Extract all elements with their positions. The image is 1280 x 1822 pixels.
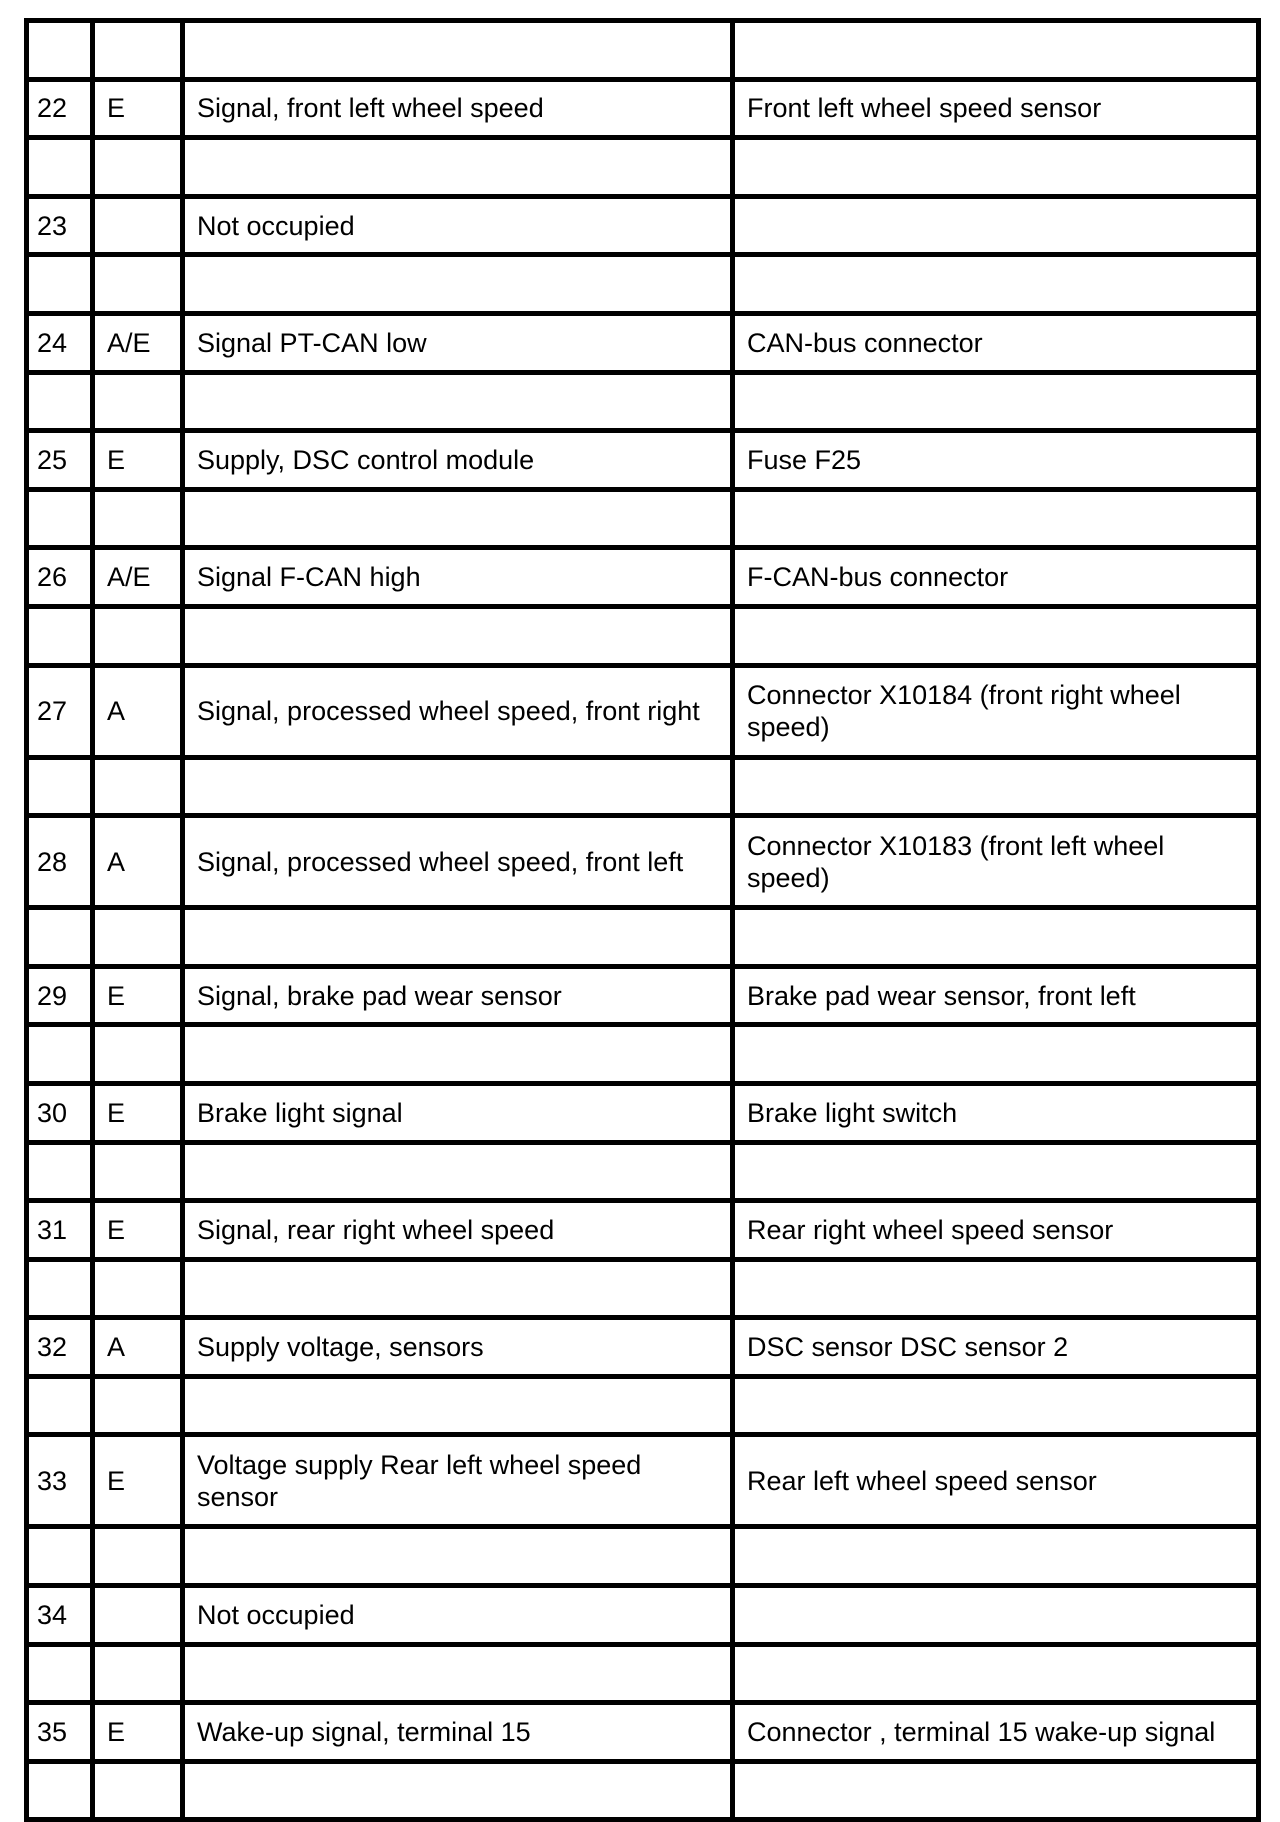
signal-type-cell: E (93, 1201, 183, 1260)
connection-cell (733, 255, 1259, 314)
function-cell: Not occupied (183, 196, 733, 255)
signal-type-cell: A (93, 665, 183, 757)
function-cell: Signal, front left wheel speed (183, 79, 733, 138)
signal-type-cell (93, 1586, 183, 1645)
connection-cell (733, 1586, 1259, 1645)
function-cell (183, 1259, 733, 1318)
connection-cell: Fuse F25 (733, 431, 1259, 490)
signal-type-cell (93, 1376, 183, 1435)
pin-number-cell: 25 (27, 431, 93, 490)
signal-type-cell: A (93, 816, 183, 908)
pin-number-cell (27, 1761, 93, 1820)
connection-cell: Rear left wheel speed sensor (733, 1435, 1259, 1527)
pin-number-cell: 35 (27, 1703, 93, 1762)
signal-type-cell (93, 489, 183, 548)
pin-number-cell (27, 372, 93, 431)
signal-type-cell (93, 372, 183, 431)
signal-type-cell: A (93, 1318, 183, 1377)
pin-number-cell: 28 (27, 816, 93, 908)
connection-cell (733, 21, 1259, 80)
function-cell (183, 1025, 733, 1084)
spacer-row (27, 1025, 1259, 1084)
function-cell (183, 1644, 733, 1703)
function-cell: Signal F-CAN high (183, 548, 733, 607)
connection-cell (733, 1376, 1259, 1435)
function-cell (183, 21, 733, 80)
signal-type-cell (93, 757, 183, 816)
pin-number-cell (27, 21, 93, 80)
pin-assignment-table (24, 18, 1261, 1822)
connection-cell: Connector X10184 (front right wheel speed) (733, 665, 1259, 757)
function-cell (183, 1376, 733, 1435)
table-row (27, 1201, 1259, 1260)
connection-cell (733, 138, 1259, 197)
signal-type-cell (93, 1527, 183, 1586)
pin-number-cell: 32 (27, 1318, 93, 1377)
pin-number-cell (27, 255, 93, 314)
pin-number-cell (27, 1259, 93, 1318)
table-row (27, 1318, 1259, 1377)
spacer-row (27, 1761, 1259, 1820)
connection-cell (733, 196, 1259, 255)
function-cell (183, 1527, 733, 1586)
signal-type-cell (93, 138, 183, 197)
spacer-row (27, 606, 1259, 665)
connection-cell (733, 1761, 1259, 1820)
pin-number-cell (27, 606, 93, 665)
table-row (27, 196, 1259, 255)
pin-number-cell (27, 138, 93, 197)
function-cell: Signal PT-CAN low (183, 313, 733, 372)
connection-cell: F-CAN-bus connector (733, 548, 1259, 607)
pin-number-cell (27, 1142, 93, 1201)
function-cell: Supply voltage, sensors (183, 1318, 733, 1377)
signal-type-cell (93, 1644, 183, 1703)
function-cell: Brake light signal (183, 1083, 733, 1142)
pin-number-cell: 30 (27, 1083, 93, 1142)
pin-number-cell (27, 1025, 93, 1084)
connection-cell (733, 1644, 1259, 1703)
table-row (27, 431, 1259, 490)
function-cell (183, 372, 733, 431)
table-row (27, 1435, 1259, 1527)
signal-type-cell: E (93, 1083, 183, 1142)
signal-type-cell (93, 606, 183, 665)
table-row (27, 665, 1259, 757)
spacer-row (27, 372, 1259, 431)
function-cell (183, 255, 733, 314)
connection-cell (733, 757, 1259, 816)
spacer-row (27, 908, 1259, 967)
spacer-row (27, 255, 1259, 314)
table-row (27, 966, 1259, 1025)
pin-number-cell: 26 (27, 548, 93, 607)
function-cell (183, 606, 733, 665)
table-row (27, 816, 1259, 908)
pin-number-cell (27, 757, 93, 816)
signal-type-cell: E (93, 431, 183, 490)
pin-number-cell (27, 1644, 93, 1703)
connection-cell (733, 489, 1259, 548)
pin-number-cell: 27 (27, 665, 93, 757)
connection-cell: DSC sensor DSC sensor 2 (733, 1318, 1259, 1377)
signal-type-cell (93, 1761, 183, 1820)
signal-type-cell: A/E (93, 313, 183, 372)
connection-cell (733, 1142, 1259, 1201)
table-row (27, 79, 1259, 138)
table-row (27, 1703, 1259, 1762)
spacer-row (27, 1644, 1259, 1703)
connection-cell (733, 1025, 1259, 1084)
function-cell (183, 908, 733, 967)
pin-number-cell (27, 1376, 93, 1435)
function-cell: Signal, processed wheel speed, front left (183, 816, 733, 908)
connection-cell (733, 372, 1259, 431)
pin-number-cell: 29 (27, 966, 93, 1025)
signal-type-cell (93, 908, 183, 967)
connection-cell (733, 1259, 1259, 1318)
signal-type-cell (93, 255, 183, 314)
pin-number-cell: 34 (27, 1586, 93, 1645)
function-cell: Supply, DSC control module (183, 431, 733, 490)
spacer-row (27, 21, 1259, 80)
signal-type-cell: E (93, 1435, 183, 1527)
pin-number-cell: 24 (27, 313, 93, 372)
pin-number-cell: 23 (27, 196, 93, 255)
function-cell (183, 757, 733, 816)
pin-number-cell: 31 (27, 1201, 93, 1260)
table-row (27, 548, 1259, 607)
pin-number-cell: 22 (27, 79, 93, 138)
connection-cell (733, 1527, 1259, 1586)
connection-cell: Front left wheel speed sensor (733, 79, 1259, 138)
function-cell: Wake-up signal, terminal 15 (183, 1703, 733, 1762)
table-row (27, 1586, 1259, 1645)
spacer-row (27, 1142, 1259, 1201)
signal-type-cell (93, 1025, 183, 1084)
connection-cell: CAN-bus connector (733, 313, 1259, 372)
function-cell: Not occupied (183, 1586, 733, 1645)
pin-number-cell (27, 489, 93, 548)
spacer-row (27, 757, 1259, 816)
function-cell: Signal, rear right wheel speed (183, 1201, 733, 1260)
connection-cell: Connector X10183 (front left wheel speed) (733, 816, 1259, 908)
connection-cell: Brake pad wear sensor, front left (733, 966, 1259, 1025)
table-row (27, 313, 1259, 372)
spacer-row (27, 1527, 1259, 1586)
connection-cell (733, 606, 1259, 665)
signal-type-cell: A/E (93, 548, 183, 607)
function-cell (183, 1142, 733, 1201)
signal-type-cell (93, 21, 183, 80)
signal-type-cell: E (93, 1703, 183, 1762)
spacer-row (27, 489, 1259, 548)
function-cell (183, 138, 733, 197)
signal-type-cell (93, 1142, 183, 1201)
function-cell: Signal, processed wheel speed, front right (183, 665, 733, 757)
spacer-row (27, 1259, 1259, 1318)
spacer-row (27, 138, 1259, 197)
connection-cell: Rear right wheel speed sensor (733, 1201, 1259, 1260)
pin-assignment-table-body (27, 21, 1259, 1820)
pin-number-cell (27, 908, 93, 967)
connection-cell: Brake light switch (733, 1083, 1259, 1142)
pin-number-cell: 33 (27, 1435, 93, 1527)
connection-cell (733, 908, 1259, 967)
function-cell (183, 489, 733, 548)
spacer-row (27, 1376, 1259, 1435)
pin-number-cell (27, 1527, 93, 1586)
signal-type-cell (93, 1259, 183, 1318)
function-cell: Voltage supply Rear left wheel speed sensor (183, 1435, 733, 1527)
table-row (27, 1083, 1259, 1142)
connection-cell: Connector , terminal 15 wake-up signal (733, 1703, 1259, 1762)
signal-type-cell: E (93, 966, 183, 1025)
function-cell (183, 1761, 733, 1820)
function-cell: Signal, brake pad wear sensor (183, 966, 733, 1025)
signal-type-cell (93, 196, 183, 255)
signal-type-cell: E (93, 79, 183, 138)
